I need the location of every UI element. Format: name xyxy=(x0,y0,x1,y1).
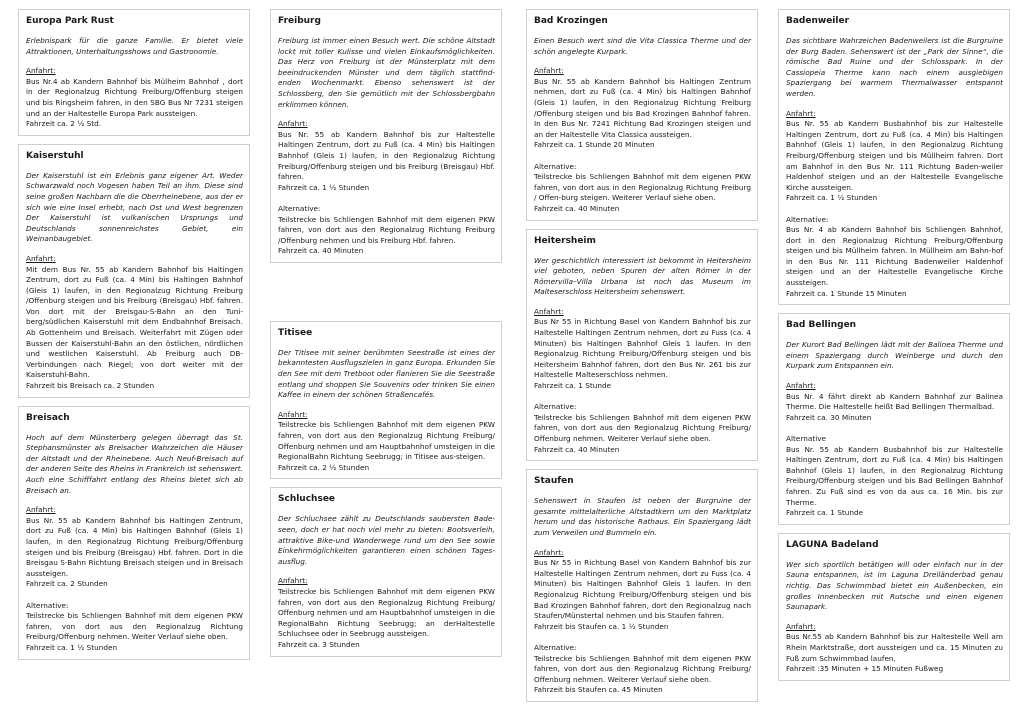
card-title: Europa Park Rust xyxy=(26,16,114,26)
anfahrt-label: Anfahrt: xyxy=(534,66,564,76)
card-schluchsee xyxy=(270,487,502,656)
card-title: Staufen xyxy=(534,476,574,487)
card-directions: Anfahrt: Bus Nr 55 in Richtung Basel von Kandern Bahnhof bis zur Haltestelle Haltingen Zentrum nehmen, dort zu Fuss (ca. 4 Minuten) bis Haltingen Bahnhof Gleis 1 laufen. In den Regionalzug Richtung Freiburg/Offenburg steigen und bis Bad Krozingen Bahnhof fahren, dort den Regionalzug nach Staufen/Münstertal nehmen und bis Staufen fahren. Fahrzeit bis Staufen ca. 1 ½ Stunden Alternative: Teilstrecke bis Schliengen Bahnhof mit dem eigenen PKW fahren, von dort aus den Regionalzug Richtung Freiburg/ Offenburg nehmen. Weiterer Verlauf siehe oben. Fahrzeit bis Staufen ca. 45 Minuten xyxy=(534,547,751,695)
card-bad-bellingen xyxy=(778,313,1010,525)
column-2 xyxy=(270,9,502,665)
card-intro: Der Schluchsee zählt zu Deutschlands saubersten Bade-seen, doch er hat noch viel mehr zu bieten: Bootsverleih, attraktive Bike-und Wanderwege rund um den See sowie Einkehrmöglichkeiten garantieren einen schönen Tages-ausflug. xyxy=(278,514,495,566)
card-directions: Anfahrt: Bus Nr. 55 ab Kandern Bahnhof bis Haltingen Zentrum nehmen, dort zu Fuß (ca. 4 Min) bis Haltingen Bahnhof (Gleis 1) laufen, in den Regionalzug Richtung Freiburg /Offenburg steigen und bis Bad Krozingen Bahnhof fahren. In den Bus Nr. 7241 Richtung Bad Krozingen steigen und an der Haltestelle Vita Classica aussteigen. Fahrzeit ca. 1 Stunde 20 Minuten Alternative: Teilstrecke bis Schliengen Bahnhof mit dem eigenen PKW fahren, von dort aus in den Regionalzug Richtung Freiburg / Offen-burg steigen. Weiterer Verlauf siehe oben. Fahrzeit ca. 40 Minuten xyxy=(534,66,751,213)
anfahrt-label: Anfahrt: xyxy=(786,108,816,118)
card-heitersheim xyxy=(526,229,758,462)
card-directions: Anfahrt: Bus Nr 55 in Richtung Basel von Kandern Bahnhof bis zur Haltestelle Haltingen Zentrum nehmen, dort zu Fuss (ca. 4 Minuten) bis Haltingen Bahnhof Gleis 1 laufen. In den Regionalzug Richtung Freiburg/Offenburg steigen und bis Heitersheim Bahnhof fahren, dort den Bus Nr. 261 bis zur Haltestelle Malteserschloss nehmen. Fahrzeit ca. 1 Stunde Alternative: Teilstrecke bis Schliengen Bahnhof mit dem eigenen PKW fahren, von dort aus den Regionalzug Richtung Freiburg/ Offenburg nehmen. Weiterer Verlauf siehe oben. Fahrzeit ca. 40 Minuten xyxy=(534,306,751,454)
anfahrt-label: Anfahrt: xyxy=(534,306,564,316)
card-breisach xyxy=(18,406,250,660)
card-title: Breisach xyxy=(26,412,70,423)
card-intro: Wer sich sportlich betätigen will oder einfach nur in der Sauna entspannen, ist im Laguna Dreiländerbad genau richtig. Das Schwimmbad bietet ein Außenbecken, ein großes Innenbecken mit Rutsche und einen eigenen Saunapark. xyxy=(786,559,1003,612)
card-intro: Einen Besuch wert sind die Vita Classica Therme und der schön angelegte Kurpark. xyxy=(534,36,751,56)
anfahrt-label: Anfahrt: xyxy=(534,547,564,557)
card-intro: Der Kurort Bad Bellingen lädt mit der Balinea Therme und einem Spaziergang durch Weinberge und durch den Kurpark zum Entspannen ein. xyxy=(786,340,1003,371)
card-directions: Anfahrt: Bus Nr. 55 ab Kandern Bahnhof bis Haltingen Zentrum, dort zu Fuß (ca. 4 Min) bis Haltingen Bahnhof (Gleis 1) laufen, in den Regionalzug Richtung Freiburg/Offenburg steigen und bis Freiburg (Breisgau) Hbf. fahren. Dort in die Breisgau S-Bahn Richtung Breisach steigen und in Breisach aussteigen. Fahrzeit ca. 2 Stunden Alternative: Teilstrecke bis Schliengen Bahnhof mit dem eigenen PKW fahren, von dort aus den Regionalzug Richtung Freiburg/Offenburg nehmen. Weiter Verlauf siehe oben. Fahrzeit ca. 1 ½ Stunden xyxy=(26,505,243,652)
card-bad-krozingen xyxy=(526,9,758,221)
anfahrt-label: Anfahrt: xyxy=(278,119,308,129)
card-badenweiler xyxy=(778,9,1010,305)
card-laguna-badeland xyxy=(778,533,1010,681)
card-directions: Anfahrt: Teilstrecke bis Schliengen Bahnhof mit dem eigenen PKW fahren, von dort aus den Regionalzug Richtung Freiburg/ Offenburg nehmen und am Hauptbahnhof umsteigen in die RegionalBahn Richtung Seebrugg; in Titisee aus-steigen. Fahrzeit ca. 2 ½ Stunden xyxy=(278,409,495,472)
card-title: LAGUNA Badeland xyxy=(786,539,879,550)
card-staufen xyxy=(526,469,758,702)
card-title: Kaiserstuhl xyxy=(26,150,84,161)
card-directions: Anfahrt: Bus Nr. 55 ab Kandern Bahnhof bis zur Haltestelle Haltingen Zentrum, dort zu Fuß (ca. 4 Min) bis Haltingen Bahnhof (Gleis 1) laufen, in den Regionalzug Richtung Freiburg/Offenburg steigen und bis Freiburg (Breisgau) Hbf. fahren. Fahrzeit ca. 1 ½ Stunden Alternative: Teilstrecke bis Schliengen Bahnhof mit dem eigenen PKW fahren, von dort aus den Regionalzug Richtung Freiburg /Offenburg nehmen und bis Freiburg Hbf. fahren. Fahrzeit ca. 40 Minuten xyxy=(278,119,495,256)
card-intro: Das sichtbare Wahrzeichen Badenweilers ist die Burgruine der Burg Baden. Sehenswert ist der „Park der Sinne“, die römische Bad Ruine und der Schlosspark. In der Cassiopeia Therme kann nach einem ausgiebigen Spaziergang bei warmem Thermalwasser entspannt werden. xyxy=(786,36,1003,98)
card-title: Bad Krozingen xyxy=(534,16,608,26)
card-directions: Anfahrt: Bus Nr. 4 fährt direkt ab Kandern Bahnhof zur Balinea Therme. Die Haltestelle heißt Bad Bellingen Thermalbad. Fahrzeit ca. 30 Minuten Alternative Bus Nr. 55 ab Kandern Busbahnhof bis zur Haltestelle Haltingen Zentrum, dort zu Fuß (ca. 4 Min) bis Haltingen Bahnhof (Gleis 1) laufen, in den Regionalzug Richtung Freiburg/Offenburg steigen und bis Bad Bellingen Bahnhof fahren. Zu Fuß sind es von da aus ca. 16 Min. bis zur Therme. Fahrzeit ca. 1 Stunde xyxy=(786,381,1003,518)
card-directions: Anfahrt: Mit dem Bus Nr. 55 ab Kandern Bahnhof bis Haltingen Zentrum, dort zu Fuß (ca. 4 Min) bis Haltingen Bahnhof (Gleis 1) laufen, in den Regionalzug Richtung Freiburg /Offenburg steigen und bis Freiburg (Breisgau) Hbf. fahren. Von dort mit der Breisgau-S-Bahn an den Tuni-berg/südlichen Kaiserstuhl mit dem Endbahnhof Breisach. Ab Gottenheim und Breisach. Weiterfahrt mit Zügen oder Bussen der Kaiserstuhl-Bahn an den östlichen, nördlichen und westlichen Kaiserstuhl. Ab Freiburg auch DB-Verbindungen nach Riegel; von dort weiter mit der Kaiserstuhl-Bahn. Fahrzeit bis Breisach ca. 2 Stunden xyxy=(26,253,243,391)
card-kaiserstuhl xyxy=(18,144,250,398)
card-freiburg xyxy=(270,9,502,263)
card-intro: Wer geschichtlich interessiert ist bekommt in Heitersheim viel geboten, neben Spuren der alten Römer in der Römervilla–Villa Urbana ist noch das Museum im Malteserschloss Heitersheim sehenswert. xyxy=(534,255,751,297)
column-4 xyxy=(778,9,1010,689)
card-intro: Sehenswert in Staufen ist neben der Burgruine der gesamte mittelalterliche Altstadtkern um den Marktplatz herum und das historische Rathaus. Ein Spaziergang lädt zum Verweilen und Bummeln ein. xyxy=(534,496,751,537)
card-intro: Erlebnispark für die ganze Familie. Er bietet viele Attraktionen, Unterhaltungsshows und Gastronomie. xyxy=(26,36,243,56)
card-directions: Anfahrt: Teilstrecke bis Schliengen Bahnhof mit dem eigenen PKW fahren, von dort aus den Regionalzug Richtung Freiburg/ Offenburg nehmen und am Hauptbahnhof umsteigen in die RegionalBahn Richtung Seebrugg; an derHaltestelle Schluchsee oder in Seebrugg aussteigen. Fahrzeit ca. 3 Stunden xyxy=(278,576,495,649)
card-title: Schluchsee xyxy=(278,494,336,505)
anfahrt-label: Anfahrt: xyxy=(26,66,56,76)
column-1 xyxy=(18,9,250,668)
anfahrt-label: Anfahrt: xyxy=(26,505,56,515)
anfahrt-label: Anfahrt: xyxy=(26,253,56,263)
card-title: Titisee xyxy=(278,327,313,338)
card-title: Badenweiler xyxy=(786,16,850,26)
card-intro: Freiburg ist immer einen Besuch wert. Die schöne Altstadt lockt mit toller Kulisse und vielen Einkaufsmöglichkeiten. Das Herz von Freiburg ist der Münsterplatz mit dem beeindruckenden Münster und dem täglich stattfind- enden Wochenmarkt. Ebenso sehenswert ist der Schlossberg, den Sie gemütlich mit der Schlossbergbahn erklimmen können. xyxy=(278,36,495,109)
card-intro: Der Titisee mit seiner berühmten Seestraße ist eines der bekanntesten Ausflugszielen in ganz Europa. Erkunden Sie den See mit dem Tretboot oder flanieren Sie die Seestraße entlang und shoppen Sie Souvenirs oder trinken Sie einen Kaffee in einem der schönen Straßencafés. xyxy=(278,347,495,400)
card-title: Bad Bellingen xyxy=(786,320,857,331)
anfahrt-label: Anfahrt: xyxy=(278,576,308,586)
card-titisee xyxy=(270,321,502,480)
card-intro: Der Kaiserstuhl ist ein Erlebnis ganz eigener Art. Weder Schwarzwald noch Vogesen haben Teil an ihm. Diese sind seine großen Nachbarn die die Oberrheinebene, aus der er sich wie eine Insel erhebt, nach Ost und West begrenzen Der Kaiserstuhl ist vulkanischen Ursprungs und Deutschlands sonnenreichstes Gebiet, ein Weinanbaugebiet. xyxy=(26,170,243,244)
anfahrt-label: Anfahrt: xyxy=(786,621,816,631)
anfahrt-label: Anfahrt: xyxy=(786,381,816,391)
card-directions: Anfahrt: Bus Nr. 55 ab Kandern Busbahnhof bis zur Haltestelle Haltingen Zentrum, dort zu Fuß (ca. 4 Min) bis Haltingen Bahnhof (Gleis 1) laufen, in den Regionalzug Richtung Freiburg/Offenburg steigen und bis Müllheim fahren. Dort am Bahnhof in den Bus Nr. 111 Richtung Baden-weiler Haldenhof steigen und an der Haltestelle Evangelische Kirche aussteigen. Fahrzeit ca. 1 ½ Stunden Alternative: Bus Nr. 4 ab Kandern Bahnhof bis Schliengen Bahnhof, dort in den Regionalzug Richtung Freiburg/Offenburg steigen und bis Müllheim fahren. In Müllheim am Bahn-hof in den Bus Nr. 111 Richtung Badenweiler Haldenhof steigen und an der Haltestelle Evangelische Kirche aussteigen. Fahrzeit ca. 1 Stunde 15 Minuten xyxy=(786,108,1003,298)
column-3 xyxy=(526,9,758,710)
card-title: Freiburg xyxy=(278,16,321,26)
anfahrt-label: Anfahrt: xyxy=(278,409,308,419)
card-directions: Anfahrt: Bus Nr.4 ab Kandern Bahnhof bis Mülheim Bahnhof , dort in der Regionalzug Richtung Freiburg/Offenburg steigen und bis Ringsheim fahren, in den SBG Bus Nr 7231 steigen und an der Haltestelle Europa Park aussteigen. Fahrzeit ca. 2 ½ Std. xyxy=(26,66,243,129)
card-directions: Anfahrt: Bus Nr.55 ab Kandern Bahnhof bis zur Haltestelle Weil am Rhein Marktstraße, dort aussteigen und ca. 15 Minuten zu Fuß zum Schwimmbad laufen. Fahrzeit :35 Minuten + 15 Minuten Fußweg xyxy=(786,621,1003,674)
card-intro: Hoch auf dem Münsterberg gelegen überragt das St. Stephansmünster als Breisacher Wahrzeichen die Häuser der Altstadt und der Rheinebene. Auch Neuf-Breisach auf der anderen Seite des Rheins in Frankreich ist sehenswert. Auch eine Schifffahrt entlang des Rheins bietet sich ab Breisach an. xyxy=(26,432,243,495)
card-europa-park-rust xyxy=(18,9,250,136)
card-title: Heitersheim xyxy=(534,235,596,246)
